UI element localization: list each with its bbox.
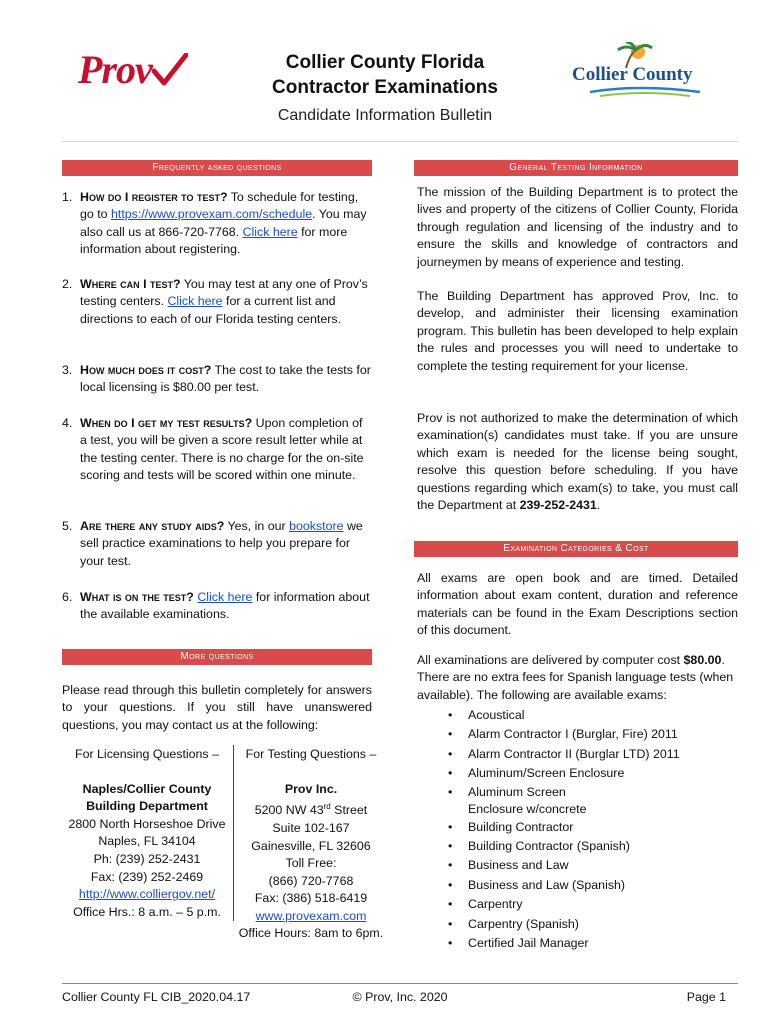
exam-list-item: • Aluminum/Screen Enclosure (448, 764, 738, 783)
testing-address-1: 5200 NW 43rd Street (254, 802, 368, 818)
general-paragraph-1: The mission of the Building Department is to protect the lives and property of the citizens of Collier County, Florida through regulation and licensing of the industry and to ensure the skills and knowledge of contractors and journeymen by means of experience and testing. (417, 185, 738, 269)
testing-org: Prov Inc. (284, 781, 338, 796)
contact-divider (233, 745, 234, 921)
register-info-link[interactable]: Click here (242, 224, 298, 239)
exam-list-item: • Certified Jail Manager (448, 934, 738, 953)
licensing-contact (62, 746, 232, 921)
testing-hours: Office Hours: 8am to 6pm. (238, 926, 384, 941)
faq-answer: To schedule for testing, go to (80, 190, 359, 222)
faq-number: 1. (62, 190, 73, 204)
title-line-1: Collier County Florida (285, 52, 485, 73)
footer-doc-id: Collier County FL CIB_2020.04.17 (62, 990, 251, 1004)
colliergov-link[interactable]: http://www.colliergov.net/ (78, 887, 216, 902)
licensing-org-2: Building Department (86, 799, 208, 814)
faq-question: What is on the test? (80, 590, 194, 604)
more-questions-intro: Please read through this bulletin completely for answers to your questions. If you still have unanswered questions, you may contact us at the following: (62, 683, 372, 732)
exam-paragraph-1: All exams are open book and are timed. Detailed information about exam content, duration and reference materials can be found in the Exam Descriptions section of this document. (417, 571, 738, 638)
exam-list-item: • Alarm Contractor I (Burglar, Fire) 2011 (448, 725, 738, 744)
exam-list-item: • Building Contractor (448, 818, 738, 837)
page-subtitle: Candidate Information Bulletin (277, 107, 493, 124)
general-paragraph-3: Prov is not authorized to make the determination of which examination(s) candidates must take. If you are unsure which exam is needed for the license being sought, resolve this question before scheduling. If you have questions regarding which exam(s) to take, you must call the Department at 239-252-2431. (417, 411, 738, 513)
faq-answer: for information about the available examinations. (80, 590, 370, 622)
more-questions-banner: More questions (62, 649, 372, 665)
faq-question: When do I get my test results? (80, 416, 253, 430)
faq-item-6 (62, 589, 372, 624)
licensing-heading: For Licensing Questions – (75, 747, 219, 761)
exam-paragraph-2: All examinations are delivered by computer cost $80.00. There are no extra fees for Spanish language tests (when available). The following are available exams: (417, 653, 734, 702)
faq-item-4 (62, 415, 372, 485)
faq-number: 2. (62, 277, 73, 291)
department-phone: 239-252-2431 (519, 498, 597, 513)
faq-answer: You may test at any one of Prov’s testing centers. (80, 277, 368, 309)
faq-question: Are there any study aids? (80, 519, 225, 533)
faq-item-5 (62, 518, 372, 570)
exam-categories-banner: Examination Categories & Cost (414, 541, 738, 557)
faq-banner: Frequently asked questions (62, 160, 372, 176)
bookstore-link[interactable]: bookstore (289, 519, 344, 533)
exam-list-item: • Carpentry (Spanish) (448, 915, 738, 934)
faq-number: 4. (62, 416, 73, 430)
faq-question: Where can I test? (80, 277, 181, 291)
exam-list-item: • Acoustical (448, 706, 738, 725)
general-info-banner: General Testing Information (414, 160, 738, 176)
licensing-phone: Ph: (239) 252-2431 (93, 851, 201, 866)
faq-answer: . You may also call us at 866-720-7768. (80, 207, 367, 239)
faq-item-3 (62, 362, 372, 397)
testing-address-3: Gainesville, FL 32606 (251, 838, 371, 853)
title-line-2: Contractor Examinations (272, 77, 498, 98)
testing-heading: For Testing Questions – (245, 747, 377, 761)
testing-fax: Fax: (386) 518-6419 (254, 891, 368, 906)
provexam-link[interactable]: www.provexam.com (255, 908, 367, 923)
faq-item-1 (62, 189, 372, 259)
footer-copyright: © Prov, Inc. 2020 (352, 990, 448, 1004)
tollfree-number: (866) 720-7768 (268, 873, 354, 888)
exam-list-item: • Aluminum Screen Enclosure w/concrete (448, 784, 738, 818)
checkmark-icon (152, 53, 188, 87)
testing-contact (238, 746, 384, 943)
licensing-address-1: 2800 North Horseshoe Drive (68, 816, 226, 831)
faq-number: 5. (62, 519, 73, 533)
footer-divider (62, 983, 738, 984)
licensing-org-1: Naples/Collier County (82, 781, 212, 796)
licensing-address-2: Naples, FL 34104 (98, 834, 196, 849)
collier-county-logo (570, 42, 716, 98)
prov-logo-text: Prov (78, 47, 152, 92)
header-divider (62, 141, 738, 142)
faq-answer: for a current list and directions to each of our Florida testing centers. (80, 294, 342, 326)
testing-address-2: Suite 102-167 (272, 820, 350, 835)
faq-answer: we sell practice examinations to help you prepare for your test. (80, 519, 363, 568)
general-paragraph-2: The Building Department has approved Prov, Inc. to develop, and administer their licensing examination program. This bulletin has been developed to help explain the rules and processes you will need to undertake to complete the testing requirement for your license. (417, 289, 738, 373)
testing-centers-link[interactable]: Click here (167, 294, 223, 309)
footer-page-number: Page 1 (686, 990, 726, 1004)
exam-list-item: • Carpentry (448, 895, 738, 914)
exam-list (448, 706, 738, 953)
exam-list-item: • Business and Law (448, 856, 738, 875)
faq-question: How do I register to test? (80, 190, 228, 204)
exam-list-item: • Business and Law (Spanish) (448, 876, 738, 895)
exam-list-item: • Alarm Contractor II (Burglar LTD) 2011 (448, 745, 738, 764)
exam-list-item: • Building Contractor (Spanish) (448, 837, 738, 856)
faq-answer: The cost to take the tests for local licensing is $80.00 per test. (80, 363, 371, 395)
licensing-hours: Office Hrs.: 8 a.m. – 5 p.m. (73, 904, 221, 919)
licensing-fax: Fax: (239) 252-2469 (90, 869, 204, 884)
tollfree-label: Toll Free: (285, 856, 337, 871)
page-title (200, 50, 570, 100)
county-logo-text: Collier County (572, 64, 693, 85)
faq-answer: Upon completion of a test, you will be given a score result letter while at the testing center. There is no charge for the on-site scoring and tests will be scored within one minute. (80, 416, 364, 483)
faq-answer: Yes, in our (224, 519, 290, 533)
faq-item-2 (62, 276, 372, 328)
exam-cost: $80.00 (683, 653, 722, 667)
faq-question: How much does it cost? (80, 363, 212, 377)
faq-answer: for more information about registering. (80, 224, 348, 257)
exam-info-link[interactable]: Click here (197, 590, 253, 604)
faq-number: 6. (62, 590, 73, 604)
schedule-link[interactable]: https://www.provexam.com/schedule (111, 207, 313, 222)
faq-number: 3. (62, 363, 73, 377)
prov-logo (78, 46, 188, 93)
